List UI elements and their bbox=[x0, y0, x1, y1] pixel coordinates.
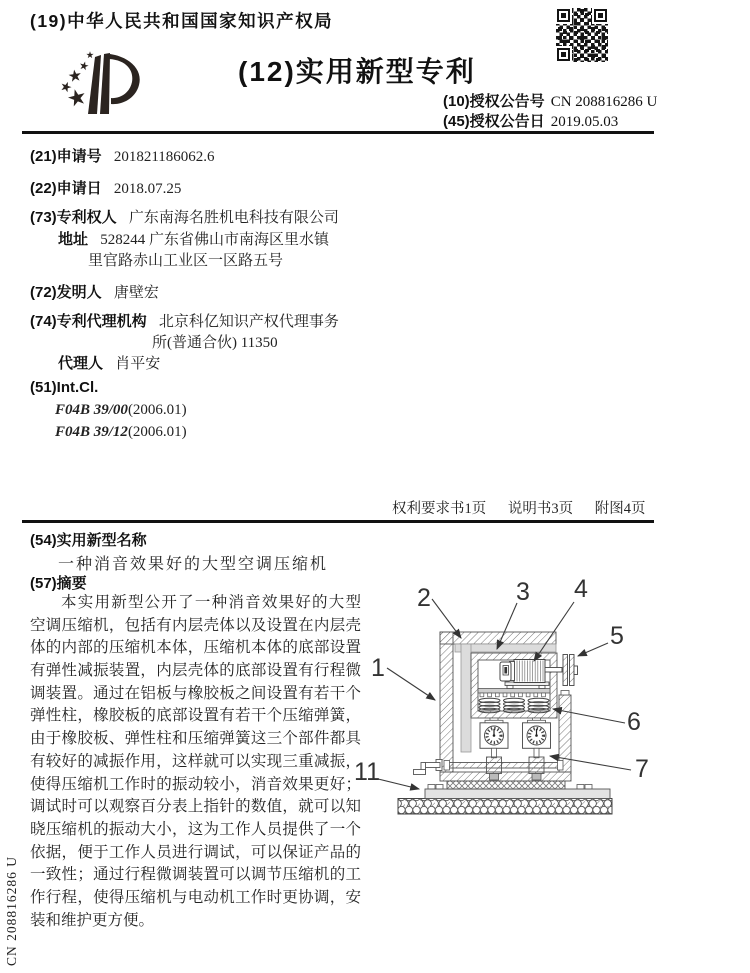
agent-label: 代理人 bbox=[58, 355, 104, 372]
patentee-value: 广东南海名胜机电科技有限公司 bbox=[128, 210, 339, 226]
base-plate bbox=[425, 781, 610, 799]
int-cl-date-1: (2006.01) bbox=[127, 402, 187, 418]
abstract-line: 调装置。通过在铝板与橡胶板之间设置有若干个 bbox=[30, 684, 361, 702]
abstract-line: 使得压缩机工作时的振动较小，消音效果更好； bbox=[30, 775, 361, 793]
abstract-line: 弹性柱，橡胶板的底部设置有若干个压缩弹簧， bbox=[30, 707, 361, 725]
patent-office-name: (19)中华人民共和国国家知识产权局 bbox=[30, 11, 334, 31]
abstract-line: 有较好的减振作用，这样就可以实现三重减振， bbox=[30, 752, 361, 770]
application-date-row bbox=[30, 177, 181, 198]
figures-pages: 附图4页 bbox=[594, 501, 646, 517]
inventor-value: 唐壁宏 bbox=[113, 285, 159, 301]
abstract-line: 由于橡胶板、弹性柱和压缩弹簧这三个部件都具 bbox=[30, 730, 361, 748]
publication-date-value: 2019.05.03 bbox=[550, 114, 619, 130]
abstract-line: 有弹性减振装置，内层壳体的底部设置有行程微 bbox=[30, 662, 361, 680]
patentee-label: (73)专利权人 bbox=[30, 209, 117, 226]
abstract-line: 依据，便于工作人员进行调试，可以保证产品的 bbox=[30, 843, 361, 861]
section-divider bbox=[22, 520, 654, 523]
agency-label: (74)专利代理机构 bbox=[30, 313, 147, 330]
part-label-7: 7 bbox=[635, 755, 649, 783]
application-number-label: (21)申请号 bbox=[30, 148, 102, 165]
qr-code bbox=[556, 8, 608, 62]
part-label-3: 3 bbox=[516, 578, 530, 606]
part-label-5: 5 bbox=[610, 622, 624, 650]
ground-mat bbox=[398, 799, 612, 815]
agency-value-line1: 北京科亿知识产权代理事务 bbox=[158, 314, 339, 330]
agency-value-line2: 所(普通合伙) 11350 bbox=[152, 335, 278, 351]
abstract-section-label: (57)摘要 bbox=[30, 575, 87, 592]
abstract-line: 本实用新型公开了一种消音效果好的大型 bbox=[61, 594, 361, 611]
inventor-row bbox=[30, 281, 159, 302]
pages-note bbox=[392, 497, 646, 518]
flywheel bbox=[563, 655, 578, 686]
abstract-line: 空调压缩机，包括有内层壳体以及设置在内层壳 bbox=[30, 616, 361, 634]
int-cl-code-1: F04B 39/00 bbox=[55, 402, 128, 418]
part-label-11: 11 bbox=[354, 758, 380, 786]
abstract-line: 一致性；通过行程微调装置可以调节压缩机的工 bbox=[30, 866, 361, 884]
agent-value: 肖平安 bbox=[115, 356, 161, 372]
publication-date-label: (45)授权公告日 bbox=[443, 113, 545, 130]
address-row bbox=[58, 228, 329, 249]
application-date-value: 2018.07.25 bbox=[113, 181, 182, 197]
patent-office-logo-icon bbox=[55, 45, 150, 123]
document-type-title: (12)实用新型专利 bbox=[238, 56, 476, 87]
agency-row-2 bbox=[152, 331, 278, 352]
crank-handle bbox=[414, 760, 443, 775]
patentee-row bbox=[30, 206, 339, 227]
application-date-label: (22)申请日 bbox=[30, 180, 102, 197]
application-number-row bbox=[30, 145, 215, 166]
side-document-code: CN 208816286 U bbox=[4, 855, 19, 966]
header-divider bbox=[22, 131, 654, 134]
abstract-line: 装和维护更方便。 bbox=[30, 911, 155, 929]
int-cl-label: (51)Int.Cl. bbox=[30, 379, 99, 396]
abstract-line: 调试时可以观察百分表上指针的数值，就可以知 bbox=[30, 798, 361, 816]
publication-number-label: (10)授权公告号 bbox=[443, 93, 545, 110]
address-label: 地址 bbox=[58, 231, 89, 248]
dial-indicator bbox=[523, 718, 551, 758]
dial-indicator bbox=[480, 718, 508, 758]
agency-row bbox=[30, 310, 339, 331]
int-cl-code-2: F04B 39/12 bbox=[55, 424, 128, 440]
address-row-2 bbox=[88, 249, 283, 270]
patent-drawing bbox=[345, 568, 660, 820]
claims-pages: 权利要求书1页 bbox=[392, 501, 487, 517]
publication-date-row bbox=[443, 110, 618, 131]
inventor-label: (72)发明人 bbox=[30, 284, 102, 301]
abstract-text bbox=[30, 592, 361, 932]
int-cl-entry-1 bbox=[55, 401, 187, 419]
part-label-2: 2 bbox=[417, 584, 431, 612]
description-pages: 说明书3页 bbox=[507, 501, 574, 517]
publication-number-value: CN 208816286 U bbox=[550, 94, 658, 110]
invention-title: 一种消音效果好的大型空调压缩机 bbox=[58, 556, 329, 573]
int-cl-entry-2 bbox=[55, 423, 187, 441]
abstract-line: 晓压缩机的振动大小，这为工作人员提供了一个 bbox=[30, 820, 361, 838]
title-section-label: (54)实用新型名称 bbox=[30, 532, 147, 549]
publication-number-row bbox=[443, 90, 657, 111]
part-label-1: 1 bbox=[371, 654, 385, 682]
agent-row bbox=[58, 352, 160, 373]
part-label-6: 6 bbox=[627, 708, 641, 736]
address-value-line2: 里官路赤山工业区一区路五号 bbox=[88, 253, 284, 269]
application-number-value: 201821186062.6 bbox=[113, 149, 215, 165]
part-label-4: 4 bbox=[574, 575, 588, 603]
abstract-line: 体的内部的压缩机本体，压缩机本体的底部设置 bbox=[30, 639, 361, 657]
abstract-line: 作行程，使得压缩机与电动机工作时更协调，安 bbox=[30, 888, 361, 906]
int-cl-date-2: (2006.01) bbox=[127, 424, 187, 440]
address-value-line1: 528244 广东省佛山市南海区里水镇 bbox=[100, 232, 329, 248]
int-cl-row bbox=[30, 379, 98, 396]
